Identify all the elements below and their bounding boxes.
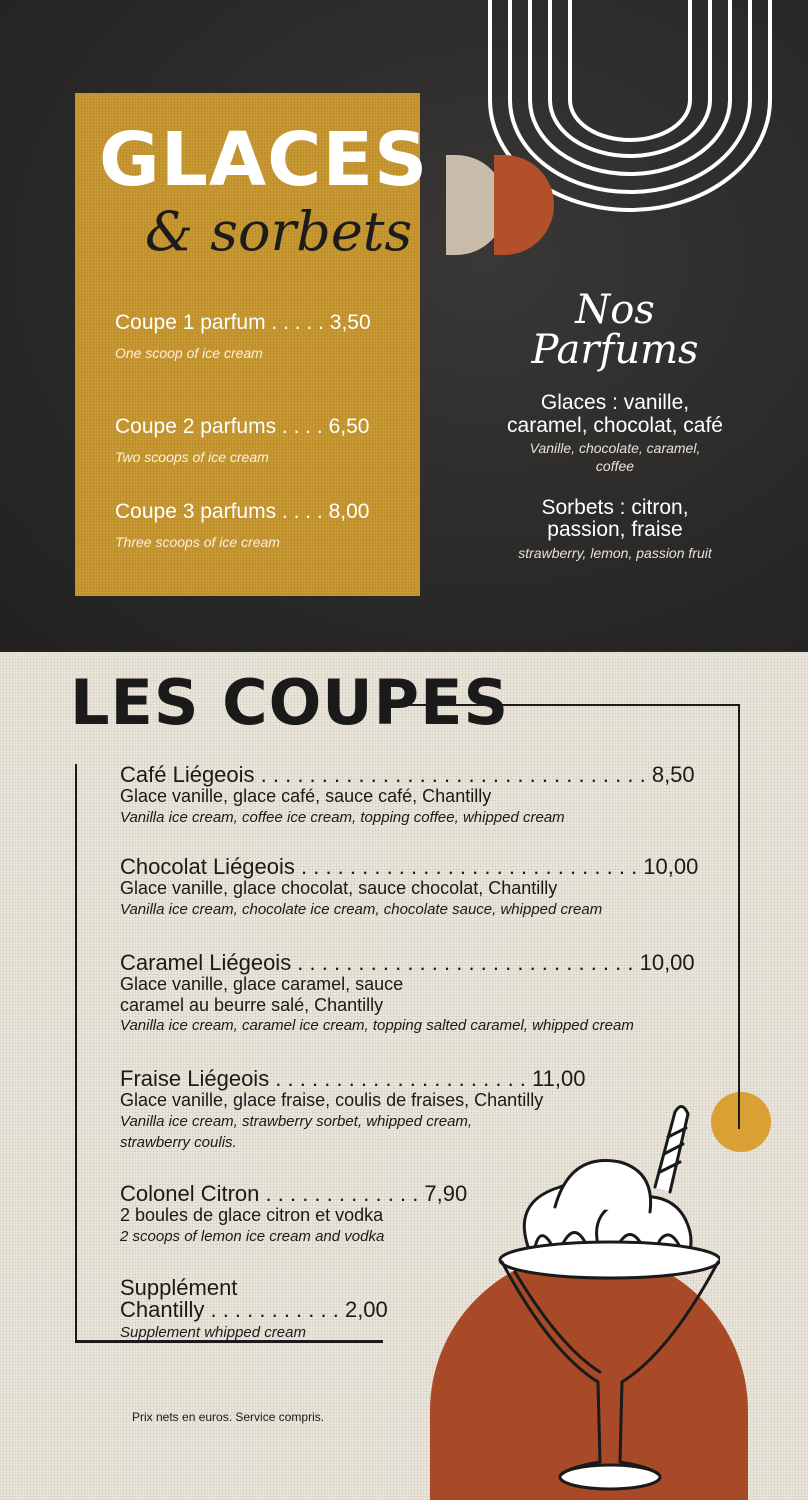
glaces-card bbox=[75, 93, 429, 596]
coupes-title: LES COUPES bbox=[70, 666, 510, 739]
coupes-section bbox=[0, 652, 808, 1500]
coupe-chocolat-liegeois bbox=[120, 856, 698, 920]
coupe-fraise-liegeois bbox=[120, 1068, 585, 1154]
glaces-flavors: Glaces : vanille, bbox=[540, 391, 690, 414]
coupe-name: Supplément bbox=[120, 1275, 238, 1300]
coupe-translation: Vanilla ice cream, chocolate ice cream, chocolate sauce, whipped cream bbox=[120, 900, 603, 918]
coupe-translation: Supplement whipped cream bbox=[120, 1323, 306, 1341]
price-translation: One scoop of ice cream bbox=[115, 345, 263, 361]
glaces-flavors-translation-2: coffee bbox=[595, 457, 635, 474]
price-footnote: Prix nets en euros. Service compris. bbox=[132, 1410, 325, 1424]
coupe-translation: Vanilla ice cream, strawberry sorbet, whipped cream, bbox=[120, 1112, 473, 1130]
glaces-flavors-2: caramel, chocolat, café bbox=[507, 413, 723, 437]
frame-line-right bbox=[738, 704, 740, 1129]
coupe-translation: Vanilla ice cream, coffee ice cream, topping coffee, whipped cream bbox=[120, 808, 565, 826]
parfums-title: Nos Parfums bbox=[531, 287, 699, 373]
sorbets-subtitle: & sorbets bbox=[145, 200, 413, 263]
gold-circle bbox=[711, 1092, 771, 1152]
coupe-description: Glace vanille, glace caramel, sauce bbox=[120, 974, 404, 995]
coupe-1-parfum bbox=[115, 311, 405, 361]
coupe-supplement-chantilly bbox=[120, 1277, 388, 1344]
glaces-title: GLACES bbox=[99, 117, 429, 203]
parfums-panel bbox=[490, 287, 740, 563]
glaces-flavors-translation: Vanille, chocolate, caramel, bbox=[529, 440, 701, 457]
coupe-description: Glace vanille, glace fraise, coulis de fraises, Chantilly bbox=[120, 1090, 544, 1111]
glaces-section bbox=[0, 0, 808, 652]
coupe-name-price: Chocolat Liégeois . . . . . . . . . . . . . . . . . . . . . . . . . . . . 10,00 bbox=[120, 854, 699, 879]
coupe-description-2: caramel au beurre salé, Chantilly bbox=[120, 994, 384, 1015]
frame-line-left bbox=[75, 764, 77, 1342]
coupe-description: Glace vanille, glace chocolat, sauce chocolat, Chantilly bbox=[120, 878, 558, 899]
coupe-cafe-liegeois bbox=[120, 764, 695, 828]
sorbets-flavors-2: passion, fraise bbox=[547, 518, 683, 542]
coupe-description: Glace vanille, glace café, sauce café, Chantilly bbox=[120, 786, 492, 807]
frame-line-top bbox=[385, 704, 740, 706]
coupe-name-price: Caramel Liégeois . . . . . . . . . . . . . . . . . . . . . . . . . . . . 10,00 bbox=[120, 950, 695, 975]
coupe-colonel-citron bbox=[120, 1183, 467, 1247]
price-line: Coupe 3 parfums . . . . 8,00 bbox=[115, 500, 370, 523]
coupe-3-parfums bbox=[115, 500, 405, 550]
coupe-translation: 2 scoops of lemon ice cream and vodka bbox=[120, 1227, 385, 1245]
coupe-name-price: Fraise Liégeois . . . . . . . . . . . . . . . . . . . . . 11,00 bbox=[120, 1066, 586, 1091]
coupe-name-price: Café Liégeois . . . . . . . . . . . . . . . . . . . . . . . . . . . . . . . . 8,50 bbox=[120, 762, 695, 787]
coupe-translation: Vanilla ice cream, caramel ice cream, topping salted caramel, whipped cream bbox=[120, 1016, 634, 1034]
sorbets-flavors-translation: strawberry, lemon, passion fruit bbox=[518, 544, 712, 561]
sorbets-flavors: Sorbets : citron, bbox=[541, 495, 689, 519]
coupe-2-parfums bbox=[115, 415, 405, 465]
coupe-caramel-liegeois bbox=[120, 952, 695, 1037]
price-translation: Two scoops of ice cream bbox=[115, 449, 269, 465]
price-line: Coupe 1 parfum . . . . . 3,50 bbox=[115, 311, 371, 334]
coupe-description: 2 boules de glace citron et vodka bbox=[120, 1205, 384, 1226]
coupe-name-price: Colonel Citron . . . . . . . . . . . . . 7,90 bbox=[120, 1181, 468, 1206]
price-translation: Three scoops of ice cream bbox=[115, 534, 280, 550]
coupe-translation-2: strawberry coulis. bbox=[120, 1134, 237, 1152]
coupe-name-price: Chantilly . . . . . . . . . . . 2,00 bbox=[120, 1297, 388, 1323]
price-line: Coupe 2 parfums . . . . 6,50 bbox=[115, 415, 370, 438]
